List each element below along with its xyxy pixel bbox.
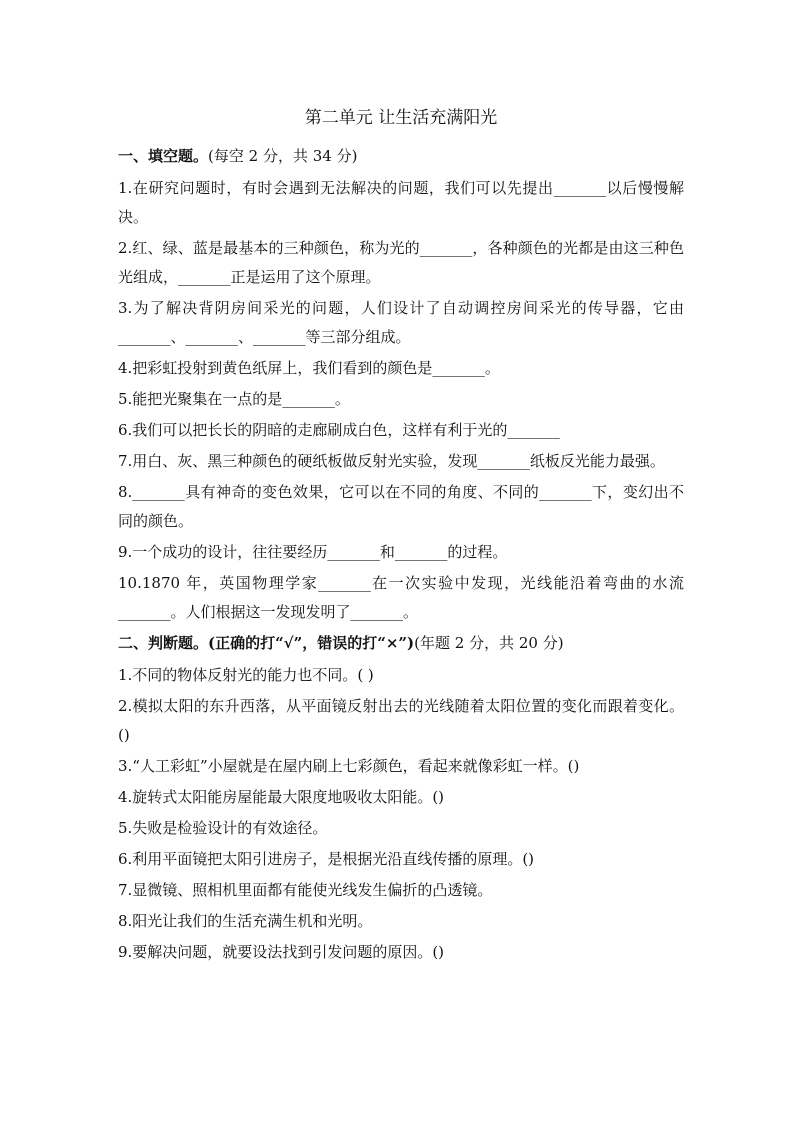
fill-question: 7.用白、灰、黑三种颜色的硬纸板做反射光实验，发现_______纸板反光能力最强。 [118, 452, 665, 470]
section2-heading-line [118, 629, 684, 657]
section2-note: (年题 2 分，共 20 分) [414, 634, 564, 652]
section2-heading: 二、判断题。(正确的打“√”，错误的打“×”) [118, 634, 415, 652]
fill-question: 3.为了解决背阴房间采光的问题，人们设计了自动调控房间采光的传导器，它由_______、_______、_______等三部分组成。 [118, 299, 684, 346]
fill-question: 6.我们可以把长长的阴暗的走廊刷成白色，这样有利于光的_______ [118, 421, 560, 439]
judge-question: 5.失败是检验设计的有效途径。 [118, 819, 328, 837]
fill-question: 5.能把光聚集在一点的是_______。 [118, 390, 350, 408]
judge-question: 8.阳光让我们的生活充满生机和光明。 [118, 912, 373, 930]
document-content [118, 104, 684, 969]
judge-question: 1.不同的物体反射光的能力也不同。( ) [118, 666, 374, 684]
judge-question: 6.利用平面镜把太阳引进房子，是根据光沿直线传播的原理。() [118, 850, 535, 868]
fill-question: 2.红、绿、蓝是最基本的三种颜色，称为光的_______，各种颜色的光都是由这三种色光组成，_______正是运用了这个原理。 [118, 239, 684, 286]
fill-question: 9.一个成功的设计，往往要经历_______和_______的过程。 [118, 543, 508, 561]
judge-question: 9.要解决问题，就要设法找到引发问题的原因。() [118, 943, 445, 961]
fill-question: 10.1870 年，英国物理学家_______在一次实验中发现，光线能沿着弯曲的水流_______。人们根据这一发现发明了_______。 [118, 574, 684, 621]
section1-heading-line [118, 142, 684, 170]
section1-note: (每空 2 分，共 34 分) [208, 147, 358, 165]
judge-question: 4.旋转式太阳能房屋能最大限度地吸收太阳能。() [118, 788, 445, 806]
page-title: 第二单元 让生活充满阳光 [304, 108, 498, 128]
judge-question: 3.“人工彩虹”小屋就是在屋内刷上七彩颜色，看起来就像彩虹一样。() [118, 757, 580, 775]
fill-question: 1.在研究问题时，有时会遇到无法解决的问题，我们可以先提出_______以后慢慢解决。 [118, 179, 684, 226]
fill-question: 8._______具有神奇的变色效果，它可以在不同的角度、不同的_______下，变幻出不同的颜色。 [118, 483, 684, 530]
section1-heading: 一、填空题。 [118, 147, 209, 165]
fill-question: 4.把彩虹投射到黄色纸屏上，我们看到的颜色是_______。 [118, 359, 500, 377]
judge-question: 2.模拟太阳的东升西落，从平面镜反射出去的光线随着太阳位置的变化而跟着变化。() [118, 697, 684, 744]
judge-question: 7.显微镜、照相机里面都有能使光线发生偏折的凸透镜。 [118, 881, 493, 899]
